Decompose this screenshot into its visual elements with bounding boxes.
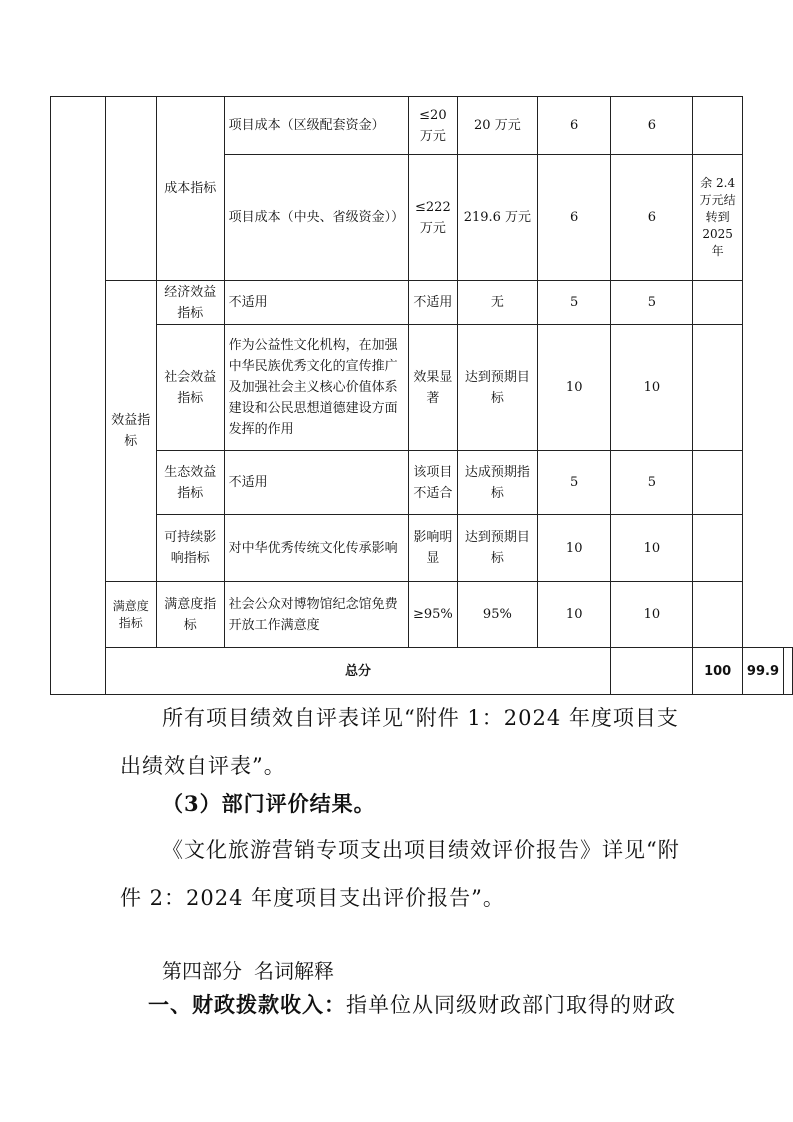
row-weight: 6 — [537, 155, 610, 281]
row-weight: 5 — [537, 281, 610, 325]
row-sub-indicator: 生态效益指标 — [157, 451, 225, 515]
row-score: 5 — [611, 281, 693, 325]
row-note — [693, 281, 743, 325]
row-note — [693, 515, 743, 582]
total-note-cell — [784, 648, 793, 695]
row-score: 10 — [611, 325, 693, 451]
satisfaction-indicator-label: 满意度指标 — [105, 582, 156, 648]
row-indicator: 社会公众对博物馆纪念馆免费开放工作满意度 — [224, 582, 408, 648]
row-score: 5 — [611, 451, 693, 515]
row-target: 不适用 — [408, 281, 457, 325]
row-weight: 10 — [537, 515, 610, 582]
part-four-heading: 第四部分 名词解释 — [162, 959, 334, 983]
row-indicator: 不适用 — [224, 451, 408, 515]
row-sub-indicator: 可持续影响指标 — [157, 515, 225, 582]
row-note: 余 2.4万元结转到2025年 — [693, 155, 743, 281]
appendix-paragraph-1: 所有项目绩效自评表详见“附件 1：2024 年度项目支出绩效自评表”。 — [120, 706, 679, 778]
row-indicator: 作为公益性文化机构，在加强中华民族优秀文化的宣传推广及加强社会主义核心价值体系建设和公民思想道德建设方面发挥的作用 — [224, 325, 408, 451]
row-indicator: 项目成本（区级配套资金） — [224, 97, 408, 155]
row-weight: 10 — [537, 582, 610, 648]
row-indicator: 项目成本（中央、省级资金）） — [224, 155, 408, 281]
row-target: ≥95% — [408, 582, 457, 648]
row-sub-indicator: 满意度指标 — [157, 582, 225, 648]
row-target: 影响明显 — [408, 515, 457, 582]
row-target: 该项目不适合 — [408, 451, 457, 515]
blank-level2-cell — [105, 97, 156, 281]
row-score: 10 — [611, 582, 693, 648]
row-indicator: 不适用 — [224, 281, 408, 325]
total-score: 99.9 — [742, 648, 783, 695]
row-target: 效果显著 — [408, 325, 457, 451]
row-target: ≤222万元 — [408, 155, 457, 281]
row-weight: 5 — [537, 451, 610, 515]
row-target: ≤20万元 — [408, 97, 457, 155]
benefit-indicator-label: 效益指标 — [105, 281, 156, 582]
row-weight: 6 — [537, 97, 610, 155]
row-actual: 95% — [457, 582, 537, 648]
section-heading-evaluation: （3）部门评价结果。 — [162, 791, 376, 816]
row-actual: 219.6 万元 — [457, 155, 537, 281]
total-blank-cell — [611, 648, 693, 695]
row-note — [693, 325, 743, 451]
row-score: 6 — [611, 155, 693, 281]
row-actual: 达到预期目标 — [457, 515, 537, 582]
blank-level1-cell — [51, 97, 106, 695]
total-weight: 100 — [693, 648, 743, 695]
row-actual: 达到预期目标 — [457, 325, 537, 451]
row-weight: 10 — [537, 325, 610, 451]
cost-indicator-label: 成本指标 — [157, 97, 225, 281]
row-score: 10 — [611, 515, 693, 582]
row-indicator: 对中华优秀传统文化传承影响 — [224, 515, 408, 582]
row-note — [693, 582, 743, 648]
definition-paragraph: 一、财政拨款收入：指单位从同级财政部门取得的财政 — [148, 992, 676, 1017]
performance-table — [50, 96, 793, 695]
row-note — [693, 97, 743, 155]
row-actual: 无 — [457, 281, 537, 325]
row-score: 6 — [611, 97, 693, 155]
row-actual: 20 万元 — [457, 97, 537, 155]
total-label: 总分 — [105, 648, 611, 695]
row-sub-indicator: 经济效益指标 — [157, 281, 225, 325]
row-sub-indicator: 社会效益指标 — [157, 325, 225, 451]
row-actual: 达成预期指标 — [457, 451, 537, 515]
appendix-paragraph-2: 《文化旅游营销专项支出项目绩效评价报告》详见“附件 2：2024 年度项目支出评价报告”。 — [120, 838, 680, 910]
row-note — [693, 451, 743, 515]
